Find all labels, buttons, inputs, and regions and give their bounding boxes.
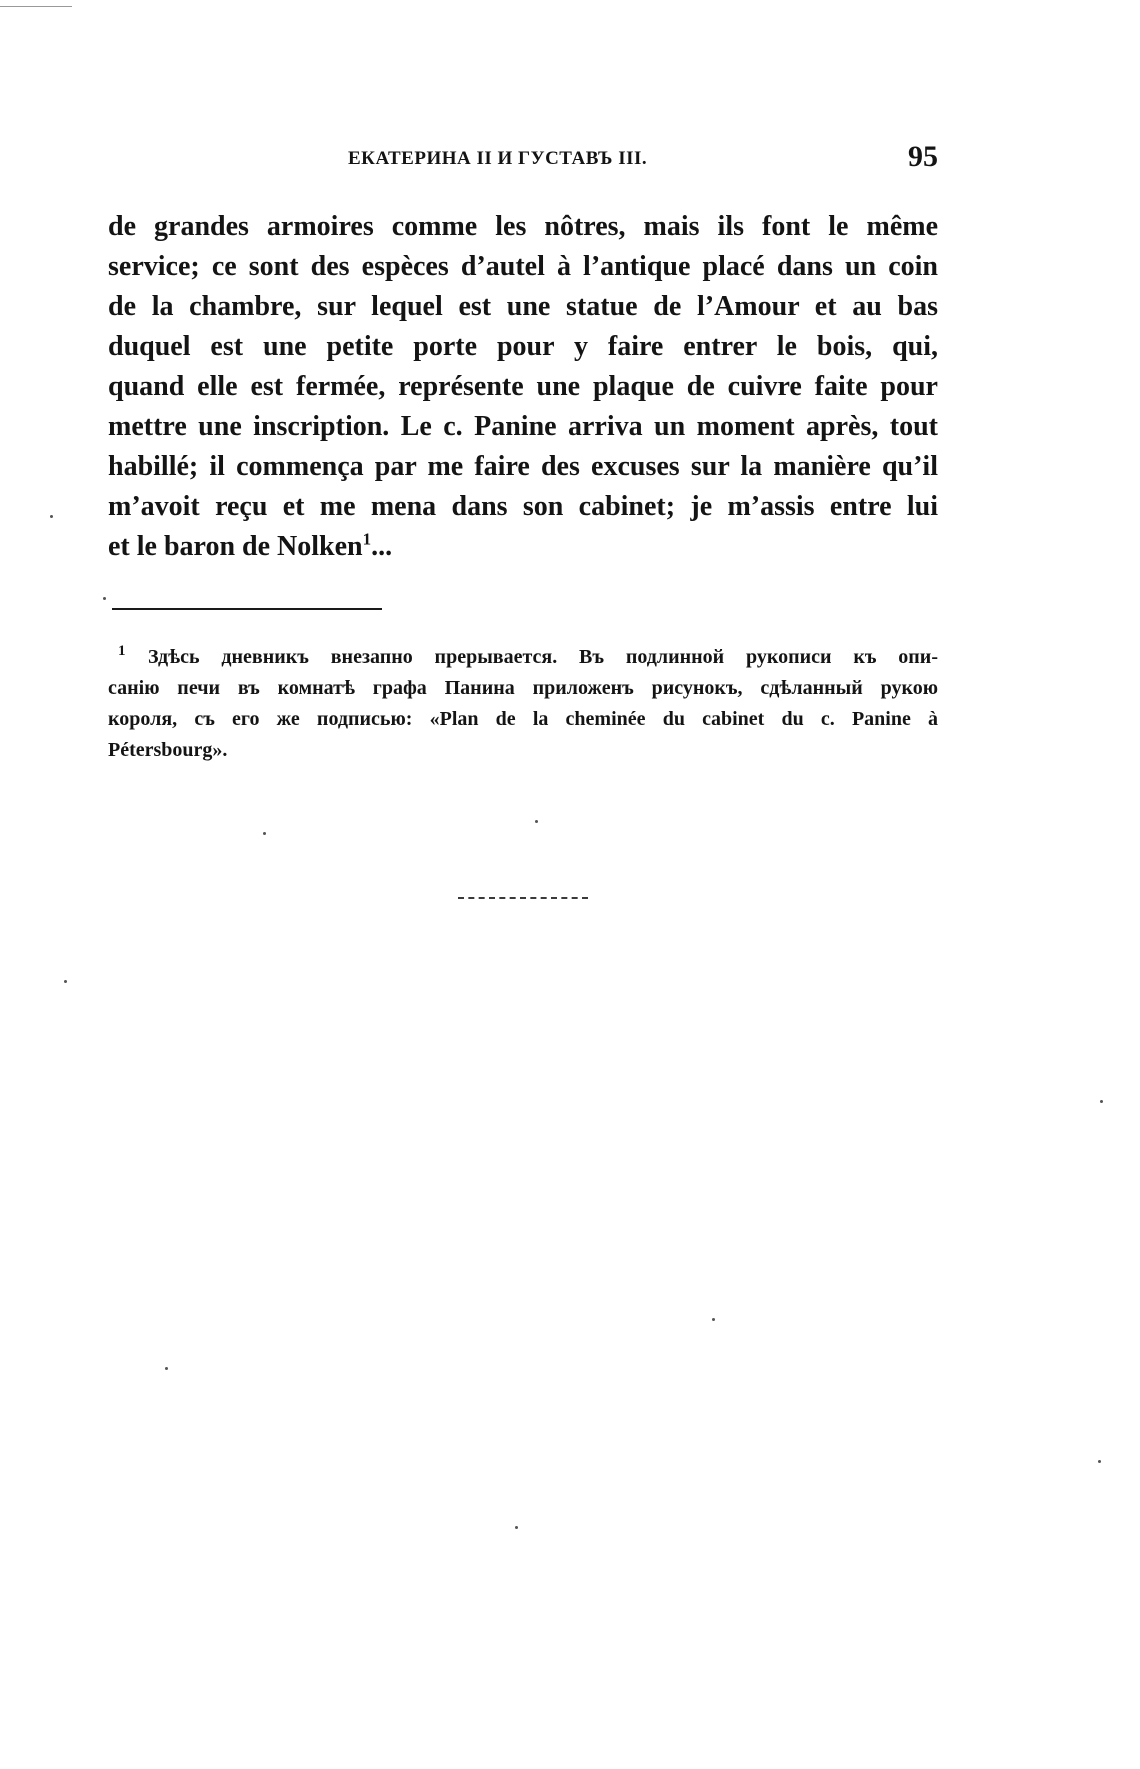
text-line: mettre une inscription. Le c. Panine arriva un moment après, tout [108, 411, 938, 442]
text-line: m’avoit reçu et me mena dans son cabinet; je m’assis entre lui [108, 491, 938, 522]
footnote [108, 642, 938, 766]
scan-speck [535, 820, 538, 823]
last-line-ellipsis: ... [371, 531, 393, 562]
last-line-text: et le baron de Nolken [108, 531, 363, 562]
footnote-line-text: Здѣсь дневникъ внезапно прерывается. Въ подлинной рукописи къ опи- [148, 646, 938, 668]
footnote-line: Pétersbourg». [108, 739, 228, 761]
end-rule [458, 897, 588, 899]
running-head: ЕКАТЕРИНА II И ГУСТАВЪ III. [348, 148, 648, 169]
footnote-line [108, 642, 938, 673]
footnote-line: санію печи въ комнатѣ графа Панина приложенъ рисунокъ, сдѣланный рукою [108, 677, 938, 699]
footnote-line: короля, съ его же подписью: «Plan de la cheminée du cabinet du c. Panine à [108, 708, 938, 730]
scan-speck [165, 1367, 168, 1370]
text-line: quand elle est fermée, représente une plaque de cuivre faite pour [108, 371, 938, 402]
page-header [108, 140, 938, 176]
footnote-separator [112, 608, 382, 610]
text-line-last [108, 527, 938, 567]
scan-speck [263, 832, 266, 835]
scan-speck [64, 980, 67, 983]
footnote-marker: 1 [118, 643, 126, 659]
scan-speck [515, 1526, 518, 1529]
text-line: service; ce sont des espèces d’autel à l’antique placé dans un coin [108, 251, 938, 282]
scan-speck [1098, 1460, 1101, 1463]
scan-speck [50, 515, 53, 518]
text-line: duquel est une petite porte pour y faire entrer le bois, qui, [108, 331, 938, 362]
scan-edge-rule [0, 6, 72, 7]
page-number: 95 [908, 140, 938, 173]
footnote-reference: 1 [362, 529, 372, 549]
text-line: habillé; il commença par me faire des excuses sur la manière qu’il [108, 451, 938, 482]
main-text [108, 207, 938, 567]
scan-speck [103, 597, 106, 600]
scan-speck [1100, 1100, 1103, 1103]
text-line: de la chambre, sur lequel est une statue de l’Amour et au bas [108, 291, 938, 322]
scan-speck [712, 1318, 715, 1321]
text-line: de grandes armoires comme les nôtres, mais ils font le même [108, 211, 938, 242]
